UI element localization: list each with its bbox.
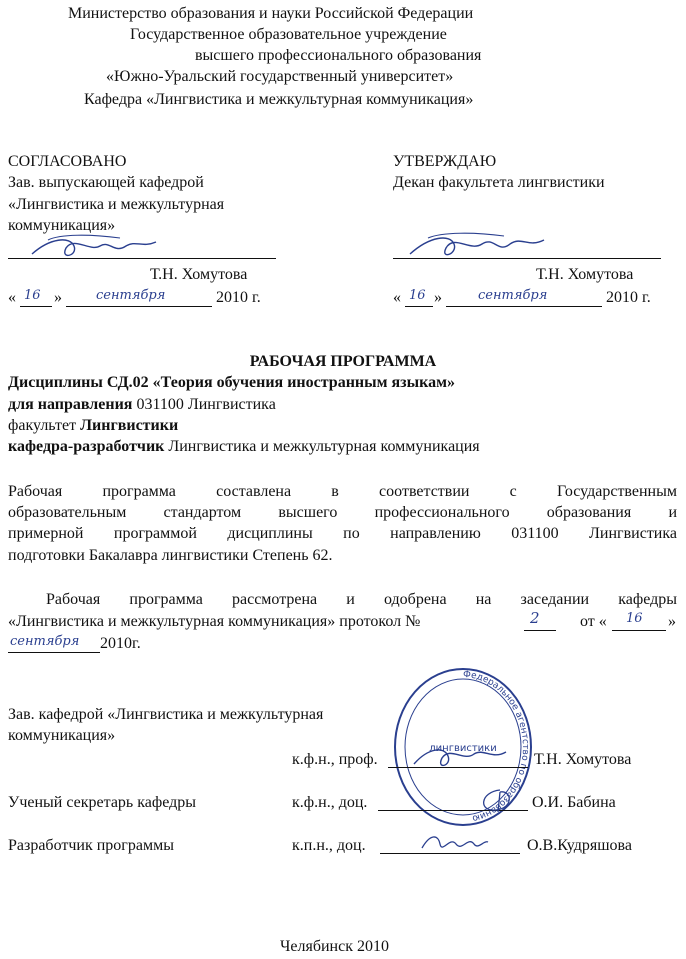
protocol-day-line (612, 630, 666, 631)
institution-type-line: Государственное образовательное учреждение (130, 26, 447, 43)
date-year-left: 2010 г. (216, 289, 261, 306)
approved-role-line2: «Лингвистика и межкультурная (8, 196, 225, 213)
city-year: Челябинск 2010 (280, 938, 389, 955)
date-open-quote-right: « (393, 289, 401, 306)
head-degree: к.ф.н., проф. (292, 751, 378, 768)
paragraph1-line1: Рабочая программа составлена в соответствии с Государственным (8, 483, 677, 500)
protocol-from: от « (580, 613, 607, 630)
date-close-quote-right: » (434, 289, 442, 306)
date-month-right: сентября (478, 288, 548, 303)
signature-left (30, 232, 160, 266)
paragraph1-line4: подготовки Бакалавра лингвистики Степень 62. (8, 547, 333, 564)
date-month-line-left (66, 306, 212, 307)
direction-value: 031100 Лингвистика (132, 396, 276, 413)
date-month-line-right (446, 306, 602, 307)
university-name: «Южно-Уральский государственный университет» (106, 68, 454, 85)
protocol-number: 2 (530, 609, 540, 627)
head-role-line1: Зав. кафедрой «Лингвистика и межкультурная (8, 706, 324, 723)
date-day-line-right (405, 306, 433, 307)
faculty-value: Лингвистики (80, 417, 179, 434)
stamp-outer-text: Федеральное агентство по образованию (462, 669, 530, 824)
faculty-label: факультет (8, 417, 81, 434)
protocol-quote-close: » (668, 613, 676, 630)
confirm-name-right: Т.Н. Хомутова (536, 266, 634, 283)
date-close-quote-left: » (54, 289, 62, 306)
discipline-label: Дисциплины СД.02 «Теория обучения иностранным языкам» (8, 374, 455, 391)
protocol-month-line (8, 652, 100, 653)
date-year-right: 2010 г. (606, 289, 651, 306)
paragraph2-line1: Рабочая программа рассмотрена и одобрена на заседании кафедры (46, 591, 677, 608)
signature-right (408, 230, 548, 266)
head-signature (410, 742, 510, 772)
secretary-role: Ученый секретарь кафедры (8, 794, 196, 811)
paragraph2-line2: «Лингвистика и межкультурная коммуникация» протокол № (8, 613, 421, 630)
paragraph1-line3: примерной программой дисциплины по направлению 031100 Лингвистика (8, 525, 677, 542)
department-name: Кафедра «Лингвистика и межкультурная коммуникация» (84, 91, 474, 108)
confirm-title: УТВЕРЖДАЮ (393, 153, 497, 170)
education-level-line: высшего профессионального образования (195, 47, 482, 64)
dept-value: Лингвистика и межкультурная коммуникация (164, 438, 480, 455)
head-name: Т.Н. Хомутова (534, 751, 632, 768)
stamp-center-text: лингвистики (429, 743, 497, 754)
approved-name-left: Т.Н. Хомутова (150, 266, 248, 283)
secretary-degree: к.ф.н., доц. (292, 794, 368, 811)
developer-degree: к.п.н., доц. (292, 837, 366, 854)
approved-role-line1: Зав. выпускающей кафедрой (8, 174, 204, 191)
approved-role-line3: коммуникация» (8, 217, 116, 234)
date-day-left: 16 (24, 288, 41, 303)
developer-name: О.В.Кудряшова (527, 837, 632, 854)
direction-line (8, 395, 276, 414)
protocol-number-line (524, 630, 556, 631)
head-role-line2: коммуникация» (8, 727, 116, 744)
secretary-name: О.И. Бабина (532, 794, 616, 811)
developer-signature (420, 830, 490, 856)
dept-label: кафедра-разработчик (8, 438, 165, 455)
date-open-quote-left: « (8, 289, 16, 306)
protocol-month: сентября (10, 634, 80, 649)
developer-role: Разработчик программы (8, 837, 174, 854)
protocol-day: 16 (626, 611, 643, 626)
date-day-right: 16 (409, 288, 426, 303)
date-month-left: сентября (96, 288, 166, 303)
secretary-signature (470, 786, 530, 814)
confirm-role: Декан факультета лингвистики (393, 174, 605, 191)
date-day-line-left (20, 306, 52, 307)
direction-label: для направления (8, 396, 133, 413)
dept-line (8, 437, 480, 456)
paragraph1-line2: образовательным стандартом высшего профессионального образования и (8, 504, 677, 521)
protocol-year: 2010г. (100, 635, 141, 652)
approved-title: СОГЛАСОВАНО (8, 153, 127, 170)
program-title: РАБОЧАЯ ПРОГРАММА (249, 353, 437, 370)
faculty-line (8, 416, 178, 435)
ministry-line: Министерство образования и науки Российской Федерации (68, 5, 474, 22)
